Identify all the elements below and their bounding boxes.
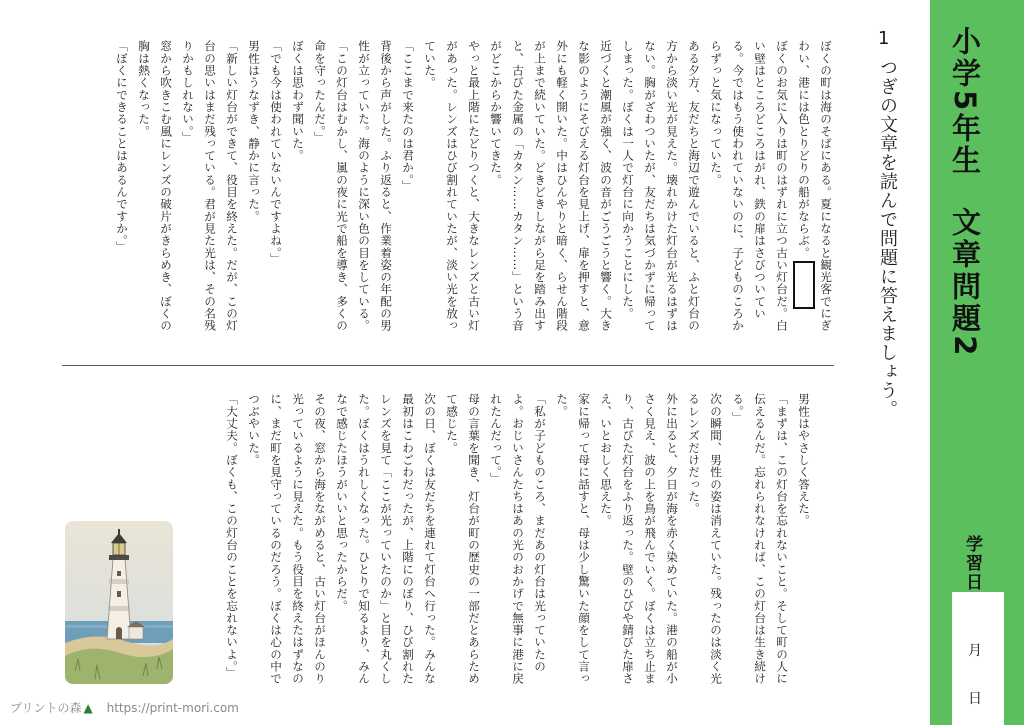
site-url[interactable]: https://print-mori.com	[106, 701, 239, 715]
story-paragraph: 「ここまで来たのは君か。」	[401, 40, 415, 193]
story-paragraph: 「大丈夫。ぼくも、この灯台のことを忘れないよ。」	[225, 393, 239, 679]
story-paragraph: 男性はやさしく答えた。	[797, 393, 811, 527]
question-number: 1	[878, 28, 890, 49]
story-paragraph: 「まずは、この灯台を忘れないこと。そして町の人に伝えるんだ。忘れられなければ、この灯台は生き続ける。」	[731, 393, 789, 685]
story-paragraph: 近づくと潮風が強く、波の音がごうごうと響く。大きな影のようにそびえる灯台を見上げ、扉を押すと、意外にも軽く開いた。中はひんやりと暗く、らせん階段が上まで続いていた。どきどきしながら足を踏み出すと、古びた金属の「カタン……カタン……」という音がどこからか響いてきた。	[489, 40, 613, 332]
question-instruction: つぎの文章を読んで問題に答えましょう。	[877, 58, 898, 419]
story-paragraph: 「ぼくにできることはあるんですか。」	[115, 40, 129, 253]
story-paragraph: ぼくのお気に入りは町のはずれに立つ古い灯台だ。白い壁はところどころはがれ、鉄の扉はさびついている。今ではもう使われていないのに、子どものころからずっと気になっていた。	[709, 40, 789, 332]
answer-blank-box[interactable]	[793, 261, 815, 309]
story-bottom	[215, 393, 815, 693]
story-paragraph: 背後から声がした。ふり返ると、作業着姿の年配の男性が立っていた。海のように深い色の目をしている。	[357, 40, 393, 332]
story-paragraph: 家に帰って母に話すと、母は少し驚いた顔をして言った。	[555, 393, 591, 685]
study-date-label: 学習日	[962, 535, 982, 592]
story-paragraph: 「新しい灯台ができて、役目を終えた。だが、この灯台の思いはまだ残っている。君が見た光は、その名残りかもしれない。」	[181, 40, 239, 332]
story-paragraph: 「この灯台はむかし、嵐の夜に光で船を導き、多くの命を守ったんだ。」	[313, 40, 349, 332]
story-paragraph: 「私が子どものころ、まだあの灯台は光っていたのよ。おじいさんたちはあの光のおかげで無事に港に戻れたんだって。」	[489, 393, 547, 685]
story-top	[62, 40, 837, 340]
story-paragraph: その夜、窓から海をながめると、古い灯台がほんのり光っているように見えた。もう役目を終えたはずなのに、まだ町を見守っているのだろう。ぼくは心の中でつぶやいた。	[247, 393, 327, 685]
lighthouse-illustration	[65, 521, 173, 684]
story-paragraph: 次の瞬間、男性の姿は消えていた。残ったのは淡く光るレンズだけだった。	[687, 393, 723, 685]
story-paragraph: 外に出ると、夕日が海を赤く染めていた。港の船が小さく見え、波の上を鳥が飛んでいく。ぼくは立ち止まり、古びた灯台をふり返った。壁のひびや錆びた扉さえ、いとおしく思えた。	[599, 393, 679, 685]
story-paragraph: 男性はうなずき、静かに言った。	[247, 40, 261, 223]
story-paragraph: ぼくの町は海のそばにある。夏になると観光客でにぎわい、港には色とりどりの船がならぶ。	[793, 40, 837, 340]
story-paragraph: 「でも今は使われていないんですよね。」	[269, 40, 283, 266]
tree-icon: ▲	[83, 701, 93, 715]
brand-name: プリントの森	[10, 701, 82, 715]
grade-label: 小学5年生	[948, 26, 982, 178]
story-paragraph: ある夕方、友だちと海辺で遊んでいると、ふと灯台の方から淡い光が見えた。壊れかけた灯台が光るはずはない。胸がざわついたが、友だちは気づかずに帰ってしまった。ぼくは一人で灯台に向かうことにした。	[621, 40, 701, 332]
story-paragraph: 母の言葉を聞き、灯台が町の歴史の一部だとあらためて感じた。	[445, 393, 481, 685]
worksheet-title	[948, 26, 982, 359]
title-label: 文章問題2	[948, 207, 982, 359]
day-label: 日	[968, 691, 982, 707]
month-label: 月	[968, 643, 982, 659]
story-paragraph: 次の日、ぼくは友だちを連れて灯台へ行った。みんな最初はこわごわだったが、上階にのぼり、ひび割れたレンズを見て「ここが光っていたのか」と目を丸くした。ぼくはうれしくなった。ひとりで知るより、みんなで感じたほうがいいと思ったからだ。	[335, 393, 437, 685]
story-paragraph: 窓から吹きこむ風にレンズの破片がきらめき、ぼくの胸は熱くなった。	[137, 40, 173, 332]
footer	[10, 699, 239, 716]
story-paragraph: ぼくは思わず聞いた。	[291, 40, 305, 162]
story-paragraph: やっと最上階にたどりつくと、大きなレンズと古い灯があった。レンズはひび割れていたが、淡い光を放っていた。	[423, 40, 481, 332]
section-divider	[62, 365, 834, 366]
